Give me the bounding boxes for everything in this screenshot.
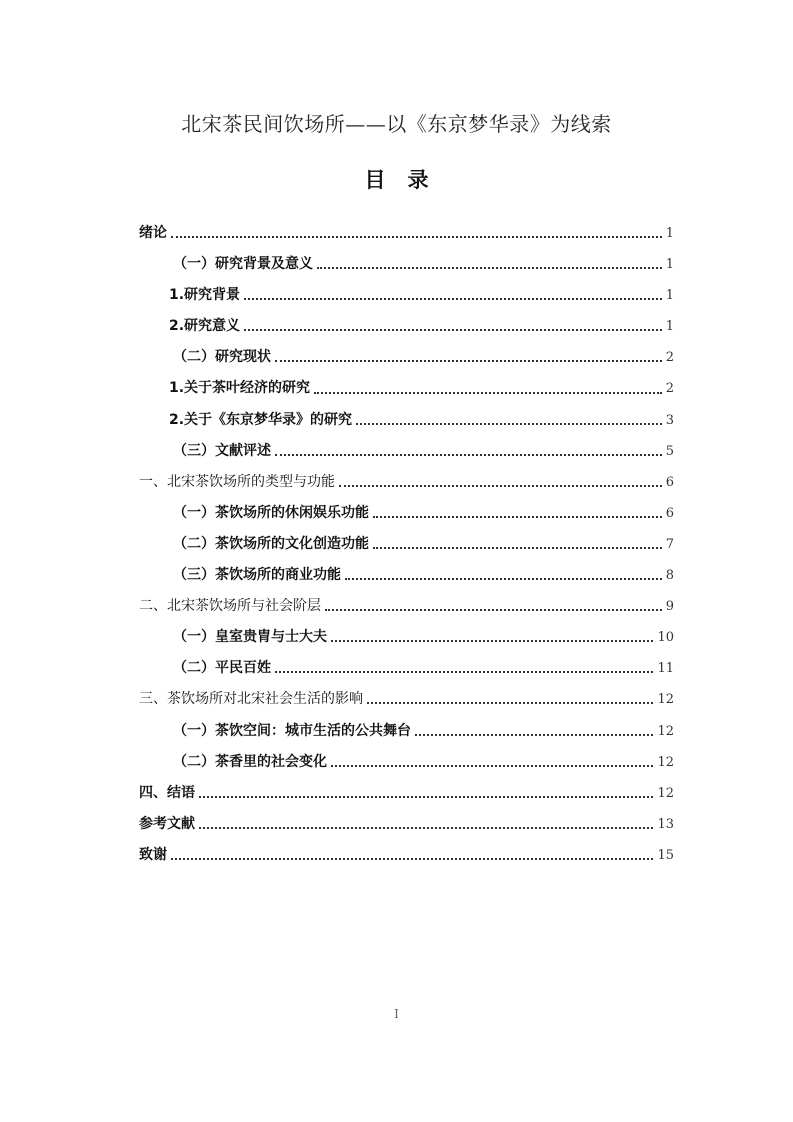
toc-entry-page: 15 xyxy=(657,847,674,863)
toc-entry-label: 2.研究意义 xyxy=(169,318,241,335)
toc-entry[interactable] xyxy=(139,499,674,530)
toc-heading: 目录 xyxy=(364,168,451,192)
dot-leader xyxy=(331,764,653,767)
toc-entry-label: （二）茶饮场所的文化创造功能 xyxy=(173,535,369,552)
toc-entry[interactable] xyxy=(139,810,674,841)
toc-entry[interactable] xyxy=(139,406,674,437)
dot-leader xyxy=(356,422,662,425)
toc-entry-page: 12 xyxy=(657,754,674,770)
toc-entry[interactable] xyxy=(139,530,674,561)
toc-entry[interactable] xyxy=(139,219,674,250)
dot-leader xyxy=(275,453,662,456)
dot-leader xyxy=(199,795,653,798)
toc-entry-page: 11 xyxy=(657,661,674,677)
toc-entry-label: （二）茶香里的社会变化 xyxy=(173,753,327,770)
toc-entry-label: 1.关于茶叶经济的研究 xyxy=(169,380,311,397)
toc-entry[interactable] xyxy=(139,654,674,685)
toc-entry-label: 二、北宋茶饮场所与社会阶层 xyxy=(139,598,321,615)
toc-entry-page: 2 xyxy=(665,381,674,397)
toc-entry[interactable] xyxy=(139,468,674,499)
page-number: I xyxy=(394,1007,399,1021)
toc-entry-page: 12 xyxy=(657,723,674,739)
toc-entry-label: （二）平民百姓 xyxy=(173,660,271,677)
toc-entry-page: 12 xyxy=(657,785,674,801)
dot-leader xyxy=(415,733,653,736)
toc-entry-label: （三）文献评述 xyxy=(173,442,271,459)
toc-entry[interactable] xyxy=(139,343,674,374)
toc-entry[interactable] xyxy=(139,374,674,405)
toc-entry-page: 12 xyxy=(657,692,674,708)
toc-entry-label: 一、北宋茶饮场所的类型与功能 xyxy=(139,473,335,490)
toc-entry[interactable] xyxy=(139,281,674,312)
dot-leader xyxy=(275,359,662,362)
toc-entry[interactable] xyxy=(139,685,674,716)
dot-leader xyxy=(171,235,662,238)
toc-entry-page: 5 xyxy=(665,443,674,459)
dot-leader xyxy=(367,701,653,704)
toc-entry[interactable] xyxy=(139,623,674,654)
toc-entry-label: （三）茶饮场所的商业功能 xyxy=(173,567,341,584)
dot-leader xyxy=(244,328,662,331)
document-title: 北宋茶民间饮场所——以《东京梦华录》为线索 xyxy=(181,112,612,136)
toc-entry[interactable] xyxy=(139,717,674,748)
toc-entry-page: 1 xyxy=(665,226,674,241)
dot-leader xyxy=(317,266,662,269)
toc-entry[interactable] xyxy=(139,561,674,592)
toc-entry-label: 参考文献 xyxy=(139,815,195,832)
toc-entry-label: 1.研究背景 xyxy=(169,287,241,304)
toc-entry[interactable] xyxy=(139,841,674,872)
toc-entry[interactable] xyxy=(139,592,674,623)
dot-leader xyxy=(275,670,653,673)
toc-entry-label: 2.关于《东京梦华录》的研究 xyxy=(169,411,353,428)
toc-entry-page: 3 xyxy=(665,412,674,428)
toc-entry-page: 1 xyxy=(665,257,674,273)
toc-entry-label: 绪论 xyxy=(139,225,167,241)
dot-leader xyxy=(171,857,653,860)
toc-entry-page: 6 xyxy=(665,505,674,521)
toc-entry[interactable] xyxy=(139,250,674,281)
toc-entry-page: 8 xyxy=(665,568,674,584)
toc-entry-label: （一）皇室贵胄与士大夫 xyxy=(173,629,327,646)
toc-entry-page: 2 xyxy=(665,350,674,366)
toc-entry-page: 10 xyxy=(657,630,674,646)
dot-leader xyxy=(331,639,653,642)
dot-leader xyxy=(373,515,662,518)
toc-entry-label: （一）研究背景及意义 xyxy=(173,256,313,273)
toc-entry[interactable] xyxy=(139,312,674,343)
dot-leader xyxy=(373,546,662,549)
toc-entry-page: 6 xyxy=(665,474,674,490)
table-of-contents xyxy=(139,219,674,872)
dot-leader xyxy=(325,608,662,611)
dot-leader xyxy=(345,577,662,580)
toc-entry-page: 9 xyxy=(665,599,674,615)
toc-entry[interactable] xyxy=(139,748,674,779)
toc-entry-label: 三、茶饮场所对北宋社会生活的影响 xyxy=(139,691,363,708)
toc-entry-page: 1 xyxy=(665,319,674,335)
dot-leader xyxy=(199,826,653,829)
toc-entry-label: 致谢 xyxy=(139,846,167,863)
toc-entry-page: 13 xyxy=(657,816,674,832)
toc-entry[interactable] xyxy=(139,437,674,468)
toc-entry-label: 四、结语 xyxy=(139,784,195,801)
toc-entry[interactable] xyxy=(139,779,674,810)
dot-leader xyxy=(339,484,662,487)
toc-entry-label: （二）研究现状 xyxy=(173,349,271,366)
toc-entry-page: 7 xyxy=(665,536,674,552)
toc-entry-page: 1 xyxy=(665,288,674,304)
toc-entry-label: （一）茶饮空间：城市生活的公共舞台 xyxy=(173,722,411,739)
toc-entry-label: （一）茶饮场所的休闲娱乐功能 xyxy=(173,504,369,521)
dot-leader xyxy=(314,391,662,394)
dot-leader xyxy=(244,297,662,300)
